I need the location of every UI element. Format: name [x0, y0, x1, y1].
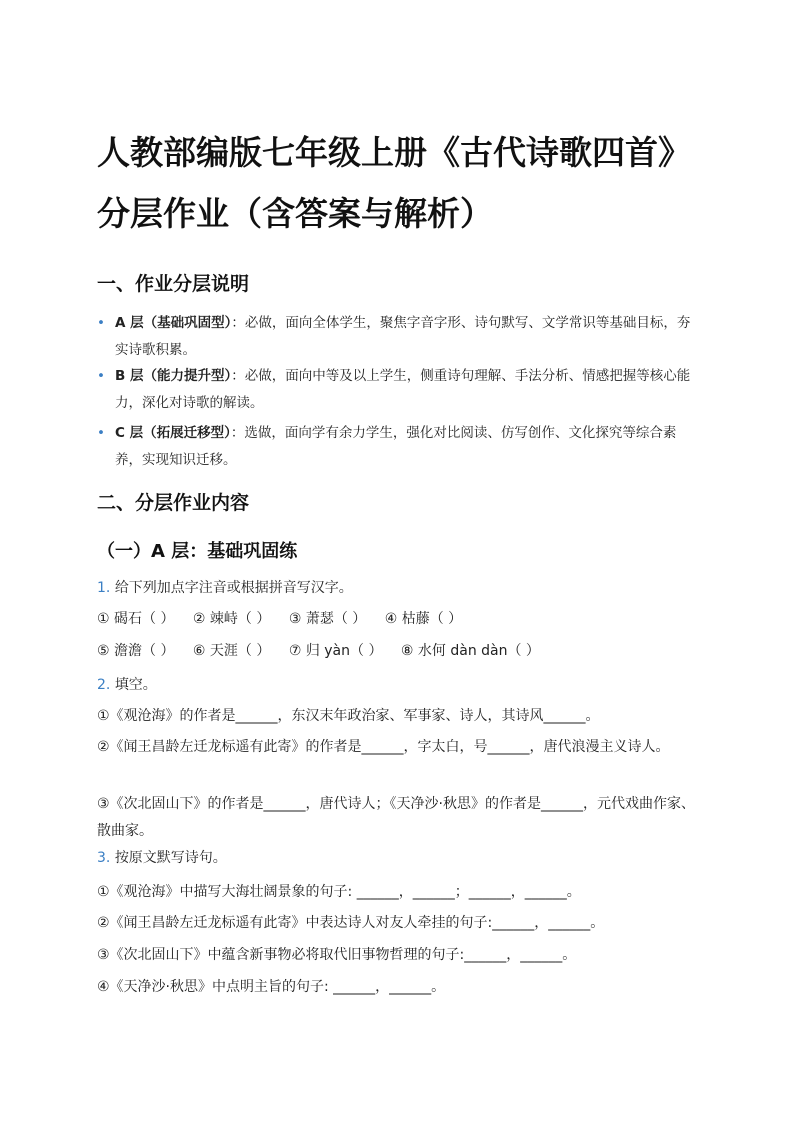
question-number: 2.	[97, 677, 111, 693]
bullet-text: ：选做，面向学有余力学生，强化对比阅读、仿写创作、文化探究等综合素养，实现知识迁移。	[115, 425, 677, 468]
question-1-row-1	[97, 606, 697, 633]
bullet-item-a	[97, 310, 697, 364]
question-3	[97, 847, 227, 869]
answer-item: ② 竦峙（ ）	[192, 611, 271, 627]
bullet-item-c	[97, 420, 697, 474]
bullet-dot-icon: •	[97, 368, 105, 384]
question-2-line-1: ①《观沧海》的作者是______，东汉末年政治家、军事家、诗人，其诗风______。	[97, 708, 600, 724]
answer-item: ④ 枯藤（ ）	[384, 611, 463, 627]
question-1-row-2	[97, 638, 697, 665]
question-2	[97, 674, 157, 696]
answer-item: ① 碣石（ ）	[97, 611, 175, 627]
question-text: 按原文默写诗句。	[114, 850, 227, 866]
bullet-text: ：必做，面向中等及以上学生，侧重诗句理解、手法分析、情感把握等核心能力，深化对诗歌的解读。	[115, 368, 691, 411]
question-3-line-1: ①《观沧海》中描写大海壮阔景象的句子: ______，______；______，______。	[97, 884, 581, 900]
question-number: 3.	[97, 850, 111, 866]
answer-item: ③ 萧瑟（ ）	[288, 611, 367, 627]
bullet-label: B 层（能力提升型）	[115, 368, 232, 384]
bullet-item-b	[97, 363, 697, 417]
bullet-dot-icon: •	[97, 315, 105, 331]
section-heading-1: 一、作业分层说明	[97, 273, 250, 295]
document-title: 人教部编版七年级上册《古代诗歌四首》分层作业（含答案与解析）	[97, 133, 691, 233]
bullet-label: A 层（基础巩固型）	[115, 315, 232, 331]
subsection-heading: （一）A 层：基础巩固练	[97, 541, 298, 562]
bullet-label: C 层（拓展迁移型）	[115, 425, 231, 441]
question-3-line-3: ③《次北固山下》中蕴含新事物必将取代旧事物哲理的句子:______，______。	[97, 947, 577, 963]
bullet-dot-icon: •	[97, 425, 105, 441]
question-1	[97, 577, 353, 599]
question-2-line-2: ②《闻王昌龄左迁龙标遥有此寄》的作者是______，字太白，号______，唐代浪漫主义诗人。	[97, 739, 670, 755]
answer-item: ⑦ 归 yàn（ ）	[288, 643, 383, 659]
question-number: 1.	[97, 580, 111, 596]
question-3-line-2: ②《闻王昌龄左迁龙标遥有此寄》中表达诗人对友人牵挂的句子:______，______。	[97, 915, 605, 931]
answer-item: ⑥ 天涯（ ）	[192, 643, 271, 659]
section-heading-2: 二、分层作业内容	[97, 492, 250, 514]
answer-item: ⑧ 水何 dàn dàn（ ）	[400, 643, 540, 659]
question-3-line-4: ④《天净沙·秋思》中点明主旨的句子: ______，______。	[97, 979, 446, 995]
question-text: 填空。	[114, 677, 157, 693]
bullet-text: ：必做，面向全体学生，聚焦字音字形、诗句默写、文学常识等基础目标，夯实诗歌积累。	[115, 315, 691, 358]
question-text: 给下列加点字注音或根据拼音写汉字。	[114, 580, 353, 596]
question-2-line-3: ③《次北固山下》的作者是______，唐代诗人；《天净沙·秋思》的作者是______，元代戏曲作家、散曲家。	[97, 796, 695, 839]
answer-item: ⑤ 澹澹（ ）	[97, 643, 175, 659]
